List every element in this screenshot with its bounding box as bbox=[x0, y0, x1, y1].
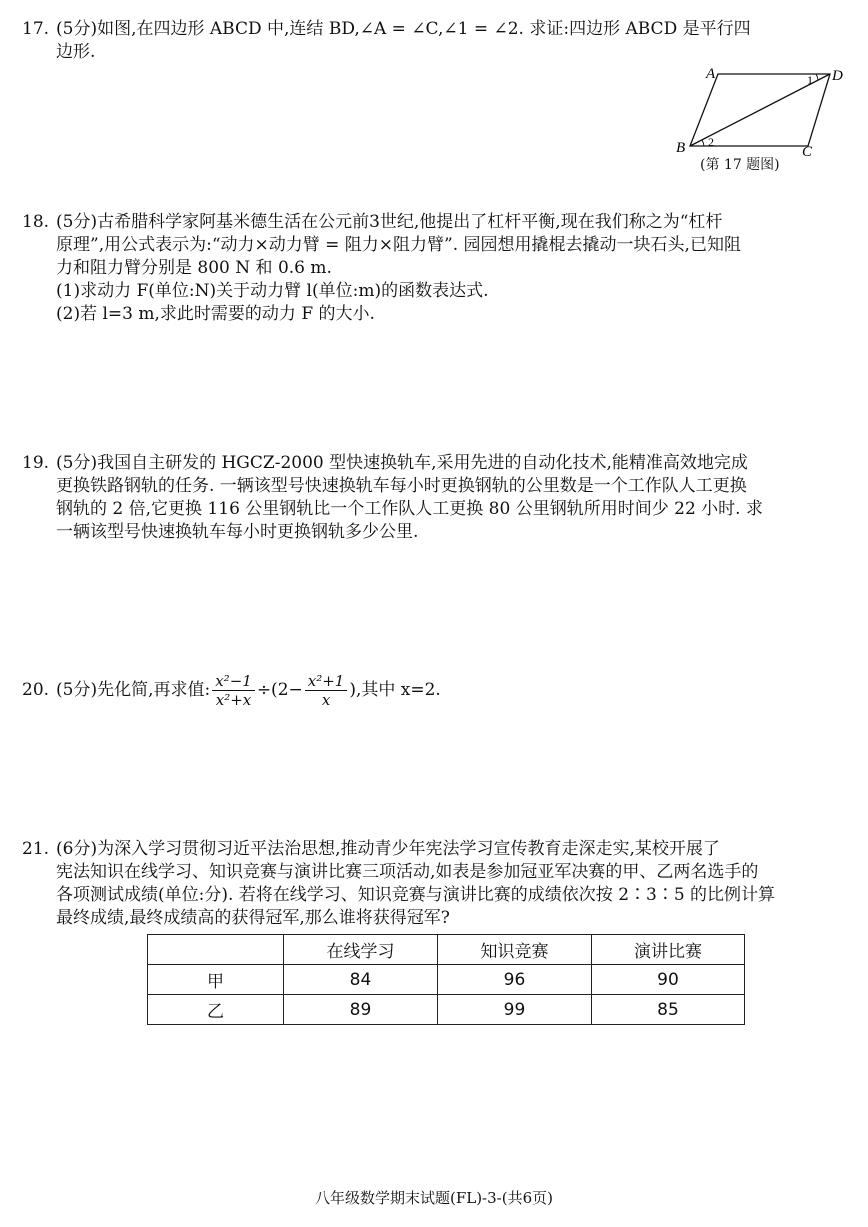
vertex-label-a: A bbox=[706, 66, 716, 82]
table-cell: 甲 bbox=[148, 965, 284, 995]
table-cell: 99 bbox=[438, 995, 592, 1025]
angle-1-arc bbox=[816, 74, 818, 80]
question-text: 宪法知识在线学习、知识竞赛与演讲比赛三项活动,如表是参加冠亚军决赛的甲、乙两名选手的 bbox=[56, 862, 759, 882]
score-table bbox=[147, 934, 745, 1025]
angle-2-arc bbox=[702, 140, 704, 146]
question-20 bbox=[22, 672, 848, 709]
question-text: 一辆该型号快速换轨车每小时更换钢轨多少公里. bbox=[56, 522, 419, 542]
question-number: 18. bbox=[22, 212, 50, 232]
question-text: 原理”,用公式表示为:“动力×动力臂 = 阻力×阻力臂”. 园园想用撬棍去撬动一块石头,已知阻 bbox=[56, 235, 741, 255]
table-header-cell: 知识竞赛 bbox=[438, 935, 592, 965]
question-text: (6分)为深入学习贯彻习近平法治思想,推动青少年宪法学习宣传教育走深走实,某校开展了 bbox=[56, 839, 720, 859]
table-header-cell: 演讲比赛 bbox=[592, 935, 745, 965]
vertex-label-c: C bbox=[802, 144, 813, 160]
question-text: 力和阻力臂分别是 800 N 和 0.6 m. bbox=[56, 258, 332, 278]
fraction-2 bbox=[305, 672, 348, 709]
expression-suffix: ),其中 x=2. bbox=[349, 680, 441, 700]
question-text: 各项测试成绩(单位:分). 若将在线学习、知识竞赛与演讲比赛的成绩依次按 2∶3∶5 的比例计算 bbox=[56, 885, 776, 905]
expression-middle: ÷(2− bbox=[256, 680, 303, 700]
question-number: 20. bbox=[22, 680, 50, 700]
question-number: 19. bbox=[22, 453, 50, 473]
question-text: 最终成绩,最终成绩高的获得冠军,那么谁将获得冠军? bbox=[56, 908, 450, 928]
table-header-cell: 在线学习 bbox=[284, 935, 438, 965]
angle-label-2: 2 bbox=[708, 135, 714, 149]
fraction-1-numerator: x²−1 bbox=[212, 672, 255, 691]
angle-label-1: 1 bbox=[807, 73, 813, 87]
question-19 bbox=[22, 452, 848, 544]
sub-question-1: (1)求动力 F(单位:N)关于动力臂 l(单位:m)的函数表达式. bbox=[56, 281, 489, 301]
page-footer: 八年级数学期末试题(FL)-3-(共6页) bbox=[314, 1189, 553, 1207]
question-21 bbox=[22, 838, 848, 930]
vertex-label-b: B bbox=[676, 140, 686, 156]
table-cell: 96 bbox=[438, 965, 592, 995]
question-text: (5分)我国自主研发的 HGCZ-2000 型快速换轨车,采用先进的自动化技术,能精准高效地完成 bbox=[56, 453, 748, 473]
fraction-1 bbox=[212, 672, 255, 709]
question-number: 17. bbox=[22, 19, 50, 39]
sub-question-2: (2)若 l=3 m,求此时需要的动力 F 的大小. bbox=[56, 304, 375, 324]
question-17 bbox=[22, 18, 848, 64]
question-text: 更换铁路钢轨的任务. 一辆该型号快速换轨车每小时更换钢轨的公里数是一个工作队人工更换 bbox=[56, 476, 747, 496]
table-row bbox=[148, 965, 745, 995]
table-row bbox=[148, 995, 745, 1025]
question-text: 边形. bbox=[56, 42, 96, 62]
fraction-1-denominator: x²+x bbox=[215, 691, 252, 709]
question-text: 钢轨的 2 倍,它更换 116 公里钢轨比一个工作队人工更换 80 公里钢轨所用时间少 22 小时. 求 bbox=[56, 499, 763, 519]
figure-caption: (第 17 题图) bbox=[700, 157, 780, 173]
table-cell: 乙 bbox=[148, 995, 284, 1025]
question-number: 21. bbox=[22, 839, 50, 859]
table-cell: 90 bbox=[592, 965, 745, 995]
fraction-2-numerator: x²+1 bbox=[305, 672, 348, 691]
fraction-2-denominator: x bbox=[321, 691, 331, 709]
table-cell: 85 bbox=[592, 995, 745, 1025]
question-text: (5分)如图,在四边形 ABCD 中,连结 BD,∠A = ∠C,∠1 = ∠2. 求证:四边形 ABCD 是平行四 bbox=[56, 19, 751, 39]
question-18 bbox=[22, 211, 848, 326]
table-header-cell bbox=[148, 935, 284, 965]
table-cell: 89 bbox=[284, 995, 438, 1025]
question-text: (5分)先化简,再求值: bbox=[56, 680, 211, 700]
question-text: (5分)古希腊科学家阿基米德生活在公元前3世纪,他提出了杠杆平衡,现在我们称之为“杠杆 bbox=[56, 212, 723, 232]
vertex-label-d: D bbox=[832, 68, 843, 84]
table-header-row bbox=[148, 935, 745, 965]
table-cell: 84 bbox=[284, 965, 438, 995]
